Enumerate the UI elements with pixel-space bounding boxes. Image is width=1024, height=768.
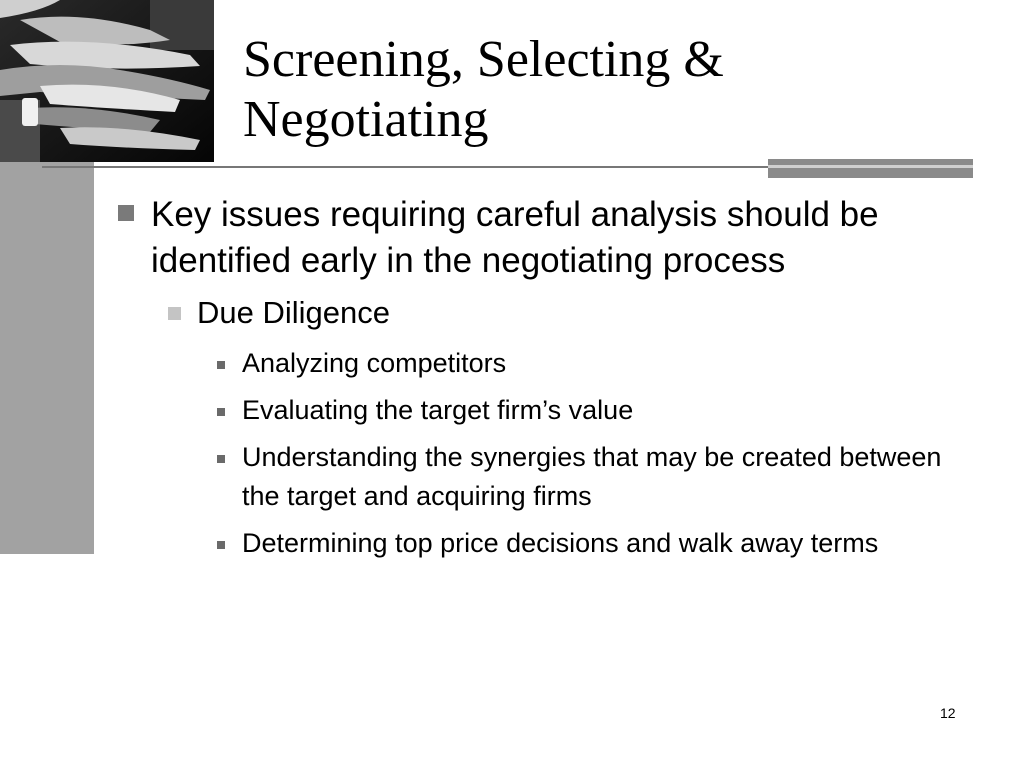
square-bullet-icon bbox=[118, 205, 134, 221]
bullet-text: Evaluating the target firm’s value bbox=[242, 395, 634, 425]
square-bullet-icon bbox=[217, 361, 225, 369]
bullet-text: Understanding the synergies that may be created between the target and acquiring firms bbox=[242, 442, 942, 511]
bullet-text: Determining top price decisions and walk away terms bbox=[242, 528, 879, 558]
slide-title: Screening, Selecting & Negotiating bbox=[243, 31, 724, 148]
bullet-level2 bbox=[168, 294, 948, 332]
bullet-level3 bbox=[217, 438, 957, 516]
stacked-hands-photo bbox=[0, 0, 214, 162]
bullet-level3 bbox=[217, 391, 957, 430]
bullet-text: Analyzing competitors bbox=[242, 348, 507, 378]
slide-number: 12 bbox=[940, 705, 956, 721]
bullet-text: Key issues requiring careful analysis should be identified early in the negotiating process bbox=[151, 195, 879, 280]
square-bullet-icon bbox=[217, 541, 225, 549]
bullet-level3 bbox=[217, 344, 957, 383]
square-bullet-icon bbox=[217, 408, 225, 416]
square-bullet-icon bbox=[217, 455, 225, 463]
title-rule-accent bbox=[768, 159, 973, 178]
left-sidebar-bar bbox=[0, 162, 94, 554]
square-bullet-icon bbox=[168, 307, 181, 320]
bullet-text: Due Diligence bbox=[197, 295, 390, 330]
bullet-level3 bbox=[217, 524, 957, 563]
bullet-level1 bbox=[118, 192, 948, 284]
